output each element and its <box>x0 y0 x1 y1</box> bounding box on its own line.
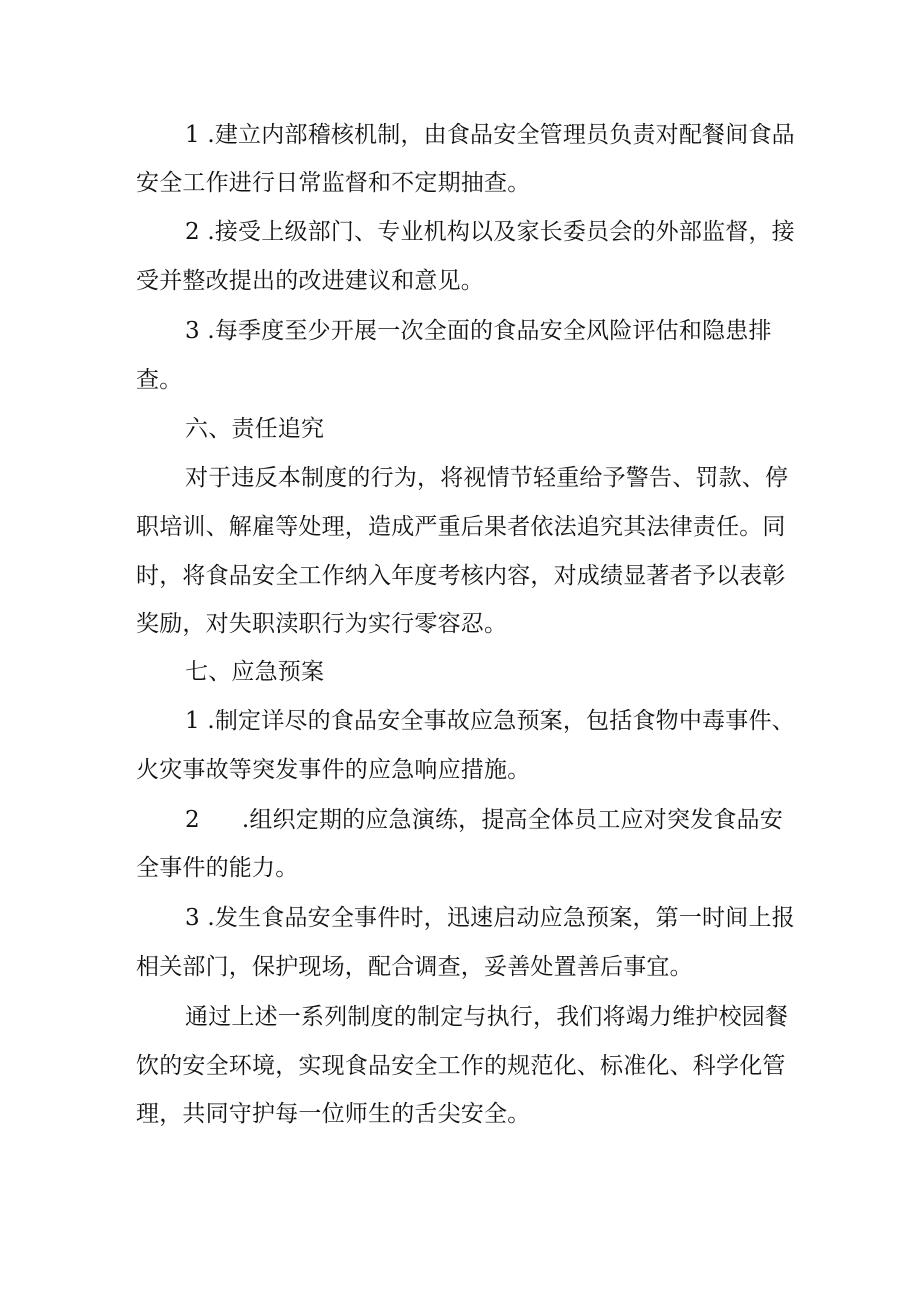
para-incident-line-2: 相关部门，保护现场，配合调查，妥善处置善后事宜。 <box>136 954 693 980</box>
para-quarterly-line-1: 3 .每季度至少开展一次全面的食品安全风险评估和隐患排 <box>185 318 772 344</box>
para-plan-line-1: 1 .制定详尽的食品安全事故应急预案，包括食物中毒事件、 <box>185 708 795 734</box>
drill-item-number: 2 <box>185 807 200 833</box>
para-incident-line-1: 3 .发生食品安全事件时，迅速启动应急预案，第一时间上报 <box>185 905 795 931</box>
para-liability-line-2: 职培训、解雇等处理，造成严重后果者依法追究其法律责任。同 <box>136 514 786 540</box>
para-drill-line-1 <box>185 805 783 835</box>
para-liability-line-4: 奖励，对失职渎职行为实行零容忍。 <box>136 611 508 637</box>
para-quarterly-line-2: 查。 <box>136 367 183 393</box>
para-external-line-1: 2 .接受上级部门、专业机构以及家长委员会的外部监督，接 <box>185 219 795 245</box>
para-audit-line-2: 安全工作进行日常监督和不定期抽查。 <box>136 170 531 196</box>
para-conclusion-line-3: 理，共同守护每一位师生的舌尖安全。 <box>136 1101 531 1127</box>
para-liability-line-1: 对于违反本制度的行为，将视情节轻重给予警告、罚款、停 <box>185 465 789 491</box>
drill-item-text: .组织定期的应急演练，提高全体员工应对突发食品安 <box>241 807 783 833</box>
section-heading-emergency: 七、应急预案 <box>185 659 325 685</box>
section-heading-liability: 六、责任追究 <box>185 416 325 442</box>
para-liability-line-3: 时，将食品安全工作纳入年度考核内容，对成绩显著者予以表彰 <box>136 563 786 589</box>
para-conclusion-line-2: 饮的安全环境，实现食品安全工作的规范化、标准化、科学化管 <box>136 1053 786 1079</box>
para-drill-line-2: 全事件的能力。 <box>136 855 299 881</box>
para-audit-line-1: 1 .建立内部稽核机制，由食品安全管理员负责对配餐间食品 <box>185 122 795 148</box>
para-conclusion-line-1: 通过上述一系列制度的制定与执行，我们将竭力维护校园餐 <box>185 1004 789 1030</box>
para-plan-line-2: 火灾事故等突发事件的应急响应措施。 <box>136 757 531 783</box>
para-external-line-2: 受并整改提出的改进建议和意见。 <box>136 268 484 294</box>
